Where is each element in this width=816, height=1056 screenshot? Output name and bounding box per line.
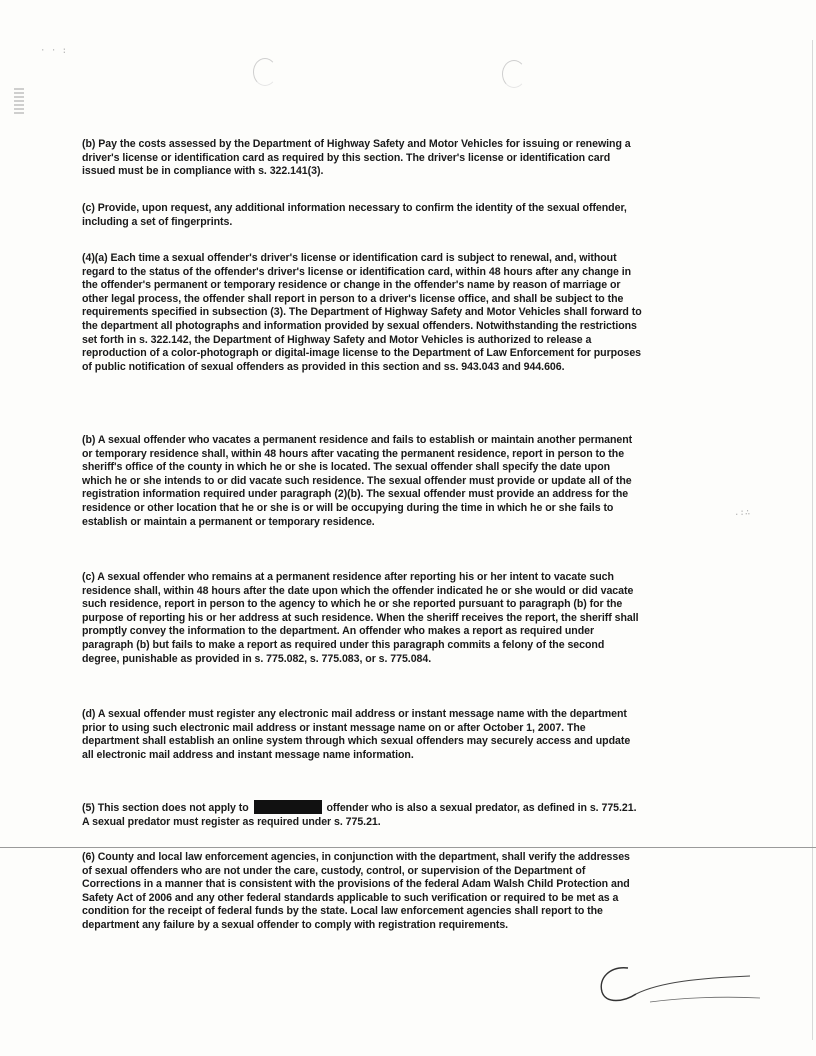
paragraph-4a: (4)(a) Each time a sexual offender's driver's license or identification card is subject to renewal, and, without regard to the status of the offender's driver's license or identification card, within 48 hours after any change in the offender's permanent or temporary residence or change in the offender's name by reason of marriage or other legal process, the offender shall report in person to a driver's license office, and shall be subject to the requirements specified in subsection (3). The Department of Highway Safety and Motor Vehicles shall forward to the department all photographs and information provided by sexual offenders. Notwithstanding the restrictions set forth in s. 322.142, the Department of Highway Safety and Motor Vehicles is authorized to release a reproduction of a color-photograph or digital-image license to the Department of Law Enforcement for purposes of public notification of sexual offenders as provided in this section and ss. 943.043 and 944.606. — [82, 252, 642, 373]
handwritten-signature — [590, 958, 770, 1018]
section-divider-line — [0, 847, 816, 848]
paragraph-5-rest: offender who is also a sexual predator, as defined in s. 775.21. A sexual predator must register as required under s. 775.21. — [82, 802, 637, 828]
redaction-box — [254, 800, 322, 814]
punch-hole-left — [253, 58, 277, 86]
paragraph-6: (6) County and local law enforcement agencies, in conjunction with the department, shall verify the addresses of sexual offenders who are not under the care, custody, control, or supervision of the Department of Corrections in a manner that is consistent with the provisions of the federal Adam Walsh Child Protection and Safety Act of 2006 and any other federal standards applicable to such verification or required to be met as a condition for the receipt of federal funds by the state. Local law enforcement agencies shall report to the department any failure by a sexual offender to comply with registration requirements. — [82, 851, 630, 931]
paragraph-4d: (d) A sexual offender must register any electronic mail address or instant message name with the department prior to using such electronic mail address or instant message name on or after October 1, 2007. The department shall establish an online system through which sexual offenders may securely access and update all electronic mail address and instant message name information. — [82, 708, 631, 761]
paragraph-4c: (c) A sexual offender who remains at a permanent residence after reporting his or her intent to vacate such residence shall, within 48 hours after the date upon which the offender indicated he or she would or did vacate such residence, report in person to the agency to which he or she reported pursuant to paragraph (b) for the purpose of reporting his or her address at such residence. When the sheriff receives the report, the sheriff shall promptly convey the information to the department. An offender who makes a report as required under paragraph (b) but fails to make a report as required under this paragraph commits a felony of the second degree, punishable as provided in s. 775.082, s. 775.083, or s. 775.084. — [82, 571, 639, 665]
scan-speckle: .:∴ — [734, 508, 751, 518]
paragraph-5 — [82, 800, 642, 829]
scan-margin-mark — [14, 88, 24, 114]
scan-speckle: · · : — [40, 46, 68, 56]
paragraph-5-lead: (5) This section does not apply to — [82, 802, 249, 814]
paragraph-4b: (b) A sexual offender who vacates a permanent residence and fails to establish or maintain another permanent or temporary residence shall, within 48 hours after vacating the permanent residence, report in person to the sheriff's office of the county in which he or she is located. The sexual offender shall specify the date upon which he or she intends to or did vacate such residence. The sexual offender must provide or update all of the registration information required under paragraph (2)(b). The sexual offender must provide an address for the residence or other location that he or she is or will be occupying during the time in which he or she fails to establish or maintain a permanent or temporary residence. — [82, 434, 633, 528]
paragraph-3b: (b) Pay the costs assessed by the Department of Highway Safety and Motor Vehicles for issuing or renewing a driver's license or identification card as required by this section. The driver's license or identification card issued must be in compliance with s. 322.141(3). — [82, 138, 631, 178]
paragraph-3c: (c) Provide, upon request, any additional information necessary to confirm the identity of the sexual offender, including a set of fingerprints. — [82, 202, 627, 228]
punch-hole-right — [502, 60, 526, 88]
scan-edge-line — [812, 40, 813, 1040]
